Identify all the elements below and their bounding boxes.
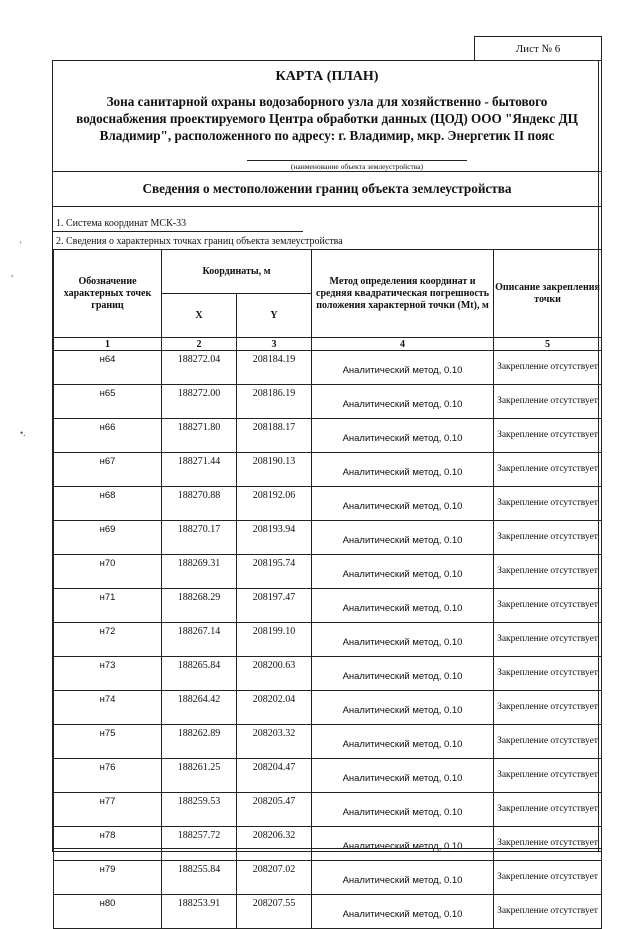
y-coordinate-cell: 208203.32 xyxy=(237,725,312,759)
point-cell: н68 xyxy=(54,487,162,521)
method-cell: Аналитический метод, 0.10 xyxy=(312,759,494,793)
description-cell: Закрепление отсутствует xyxy=(494,623,602,657)
header-method: Метод определения координат и средняя квадратическая погрешность положения характерной точки (Mt), м xyxy=(312,250,494,338)
x-coordinate-cell: 188255.84 xyxy=(162,861,237,895)
x-coordinate-cell: 188272.04 xyxy=(162,351,237,385)
y-coordinate-cell: 208202.04 xyxy=(237,691,312,725)
y-coordinate-cell: 208188.17 xyxy=(237,419,312,453)
method-cell: Аналитический метод, 0.10 xyxy=(312,827,494,861)
y-coordinate-cell: 208190.13 xyxy=(237,453,312,487)
header-point: Обозначение характерных точек границ xyxy=(54,250,162,338)
table-row xyxy=(54,793,602,827)
object-name-caption: (наименование объекта землеустройства) xyxy=(247,160,467,172)
sheet-number-label: Лист № 6 xyxy=(474,36,602,61)
table-row xyxy=(54,589,602,623)
point-cell: н74 xyxy=(54,691,162,725)
x-coordinate-cell: 188259.53 xyxy=(162,793,237,827)
x-coordinate-cell: 188267.14 xyxy=(162,623,237,657)
y-coordinate-cell: 208204.47 xyxy=(237,759,312,793)
header-coordinates: Координаты, м xyxy=(162,250,312,294)
column-number: 3 xyxy=(237,338,312,351)
point-cell: н77 xyxy=(54,793,162,827)
x-coordinate-cell: 188253.91 xyxy=(162,895,237,929)
header-description: Описание закрепления точки xyxy=(494,250,602,338)
x-coordinate-cell: 188272.00 xyxy=(162,385,237,419)
scan-mark: , xyxy=(11,268,14,278)
description-cell: Закрепление отсутствует xyxy=(494,725,602,759)
document-title: КАРТА (ПЛАН) xyxy=(275,69,379,84)
method-cell: Аналитический метод, 0.10 xyxy=(312,487,494,521)
table-row xyxy=(54,895,602,929)
description-cell: Закрепление отсутствует xyxy=(494,861,602,895)
method-cell: Аналитический метод, 0.10 xyxy=(312,351,494,385)
column-number: 4 xyxy=(312,338,494,351)
description-cell: Закрепление отсутствует xyxy=(494,385,602,419)
x-coordinate-cell: 188270.88 xyxy=(162,487,237,521)
point-cell: н80 xyxy=(54,895,162,929)
description-cell: Закрепление отсутствует xyxy=(494,793,602,827)
description-cell: Закрепление отсутствует xyxy=(494,453,602,487)
table-row xyxy=(54,521,602,555)
table-row xyxy=(54,623,602,657)
description-cell: Закрепление отсутствует xyxy=(494,589,602,623)
column-number: 5 xyxy=(494,338,602,351)
point-cell: н76 xyxy=(54,759,162,793)
description-cell: Закрепление отсутствует xyxy=(494,691,602,725)
table-row xyxy=(54,861,602,895)
underline xyxy=(53,231,303,232)
table-row xyxy=(54,351,602,385)
y-coordinate-cell: 208199.10 xyxy=(237,623,312,657)
method-cell: Аналитический метод, 0.10 xyxy=(312,623,494,657)
y-coordinate-cell: 208206.32 xyxy=(237,827,312,861)
y-coordinate-cell: 208193.94 xyxy=(237,521,312,555)
divider-line xyxy=(53,206,601,207)
y-coordinate-cell: 208195.74 xyxy=(237,555,312,589)
y-coordinate-cell: 208186.19 xyxy=(237,385,312,419)
column-numbers-row xyxy=(54,338,602,351)
method-cell: Аналитический метод, 0.10 xyxy=(312,453,494,487)
y-coordinate-cell: 208197.47 xyxy=(237,589,312,623)
boundary-points-item: 2. Сведения о характерных точках границ объекта землеустройства xyxy=(56,236,343,247)
method-cell: Аналитический метод, 0.10 xyxy=(312,657,494,691)
point-cell: н64 xyxy=(54,351,162,385)
table-row xyxy=(54,691,602,725)
y-coordinate-cell: 208207.55 xyxy=(237,895,312,929)
table-row xyxy=(54,487,602,521)
y-coordinate-cell: 208200.63 xyxy=(237,657,312,691)
x-coordinate-cell: 188262.89 xyxy=(162,725,237,759)
method-cell: Аналитический метод, 0.10 xyxy=(312,861,494,895)
x-coordinate-cell: 188269.31 xyxy=(162,555,237,589)
table-row xyxy=(54,827,602,861)
table-row xyxy=(54,385,602,419)
method-cell: Аналитический метод, 0.10 xyxy=(312,385,494,419)
y-coordinate-cell: 208192.06 xyxy=(237,487,312,521)
x-coordinate-cell: 188265.84 xyxy=(162,657,237,691)
description-cell: Закрепление отсутствует xyxy=(494,827,602,861)
divider-line xyxy=(53,171,601,172)
table-row xyxy=(54,419,602,453)
point-cell: н66 xyxy=(54,419,162,453)
method-cell: Аналитический метод, 0.10 xyxy=(312,589,494,623)
x-coordinate-cell: 188270.17 xyxy=(162,521,237,555)
x-coordinate-cell: 188268.29 xyxy=(162,589,237,623)
description-cell: Закрепление отсутствует xyxy=(494,351,602,385)
point-cell: н70 xyxy=(54,555,162,589)
header-x: X xyxy=(162,294,237,338)
description-cell: Закрепление отсутствует xyxy=(494,895,602,929)
point-cell: н72 xyxy=(54,623,162,657)
scan-mark: ' xyxy=(20,240,22,250)
document-subtitle: Зона санитарной охраны водозаборного узла для хозяйственно - бытового водоснабжения проектируемого Центра обработки данных (ЦОД) ООО "Яндекс ДЦ Владимир", расположенного по адресу: г. Владимир, мкр. Энергетик II пояс xyxy=(76,94,578,143)
coordinate-system-item: 1. Система координат МСК-33 xyxy=(56,218,187,229)
point-cell: н75 xyxy=(54,725,162,759)
method-cell: Аналитический метод, 0.10 xyxy=(312,691,494,725)
point-cell: н78 xyxy=(54,827,162,861)
description-cell: Закрепление отсутствует xyxy=(494,555,602,589)
point-cell: н71 xyxy=(54,589,162,623)
y-coordinate-cell: 208205.47 xyxy=(237,793,312,827)
point-cell: н79 xyxy=(54,861,162,895)
y-coordinate-cell: 208207.02 xyxy=(237,861,312,895)
header-y: Y xyxy=(237,294,312,338)
column-number: 2 xyxy=(162,338,237,351)
description-cell: Закрепление отсутствует xyxy=(494,521,602,555)
boundary-points-table xyxy=(53,249,602,929)
table-row xyxy=(54,725,602,759)
x-coordinate-cell: 188261.25 xyxy=(162,759,237,793)
method-cell: Аналитический метод, 0.10 xyxy=(312,725,494,759)
x-coordinate-cell: 188257.72 xyxy=(162,827,237,861)
y-coordinate-cell: 208184.19 xyxy=(237,351,312,385)
x-coordinate-cell: 188271.80 xyxy=(162,419,237,453)
description-cell: Закрепление отсутствует xyxy=(494,419,602,453)
point-cell: н67 xyxy=(54,453,162,487)
method-cell: Аналитический метод, 0.10 xyxy=(312,555,494,589)
method-cell: Аналитический метод, 0.10 xyxy=(312,521,494,555)
scan-mark: •. xyxy=(20,428,26,438)
description-cell: Закрепление отсутствует xyxy=(494,487,602,521)
document-frame xyxy=(52,60,602,920)
column-number: 1 xyxy=(54,338,162,351)
table-row xyxy=(54,453,602,487)
method-cell: Аналитический метод, 0.10 xyxy=(312,895,494,929)
method-cell: Аналитический метод, 0.10 xyxy=(312,793,494,827)
point-cell: н65 xyxy=(54,385,162,419)
method-cell: Аналитический метод, 0.10 xyxy=(312,419,494,453)
table-row xyxy=(54,555,602,589)
description-cell: Закрепление отсутствует xyxy=(494,759,602,793)
point-cell: н69 xyxy=(54,521,162,555)
description-cell: Закрепление отсутствует xyxy=(494,657,602,691)
section-title: Сведения о местоположении границ объекта землеустройства xyxy=(142,181,512,196)
point-cell: н73 xyxy=(54,657,162,691)
table-row xyxy=(54,759,602,793)
table-row xyxy=(54,657,602,691)
x-coordinate-cell: 188264.42 xyxy=(162,691,237,725)
x-coordinate-cell: 188271.44 xyxy=(162,453,237,487)
